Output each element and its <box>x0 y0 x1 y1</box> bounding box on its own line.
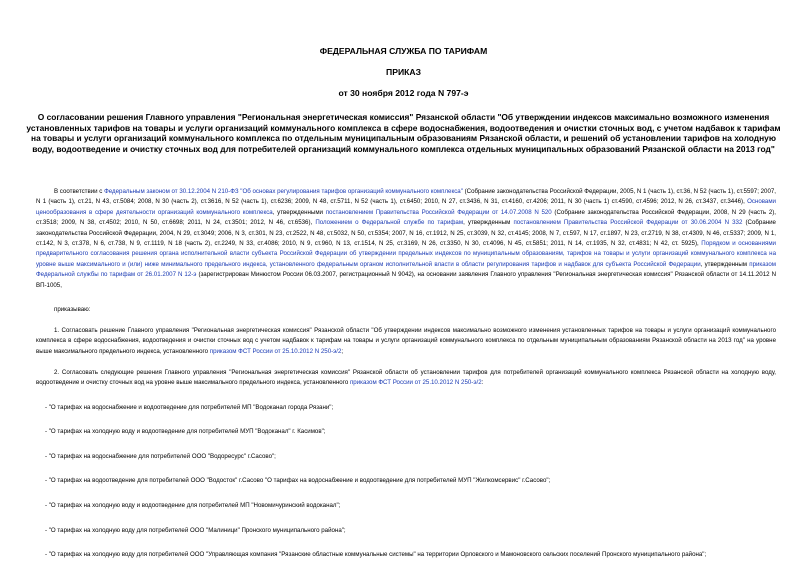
item-text: ; <box>341 347 344 355</box>
preamble-text: В соответствии с <box>54 188 105 195</box>
preamble-text: (Собрание законодательства Российской Федерации, 2008, N 29 (часть 2), ст.3518; 2009, N 38, ст.4502; 2010, N 50, ст.6698; 2011, N 24, ст.3501; 2012, N 46, ст.6536), <box>36 208 776 227</box>
link-fst-order-250[interactable]: приказом ФСТ России от 25.10.2012 N 250-э/2 <box>349 379 482 387</box>
link-government-resolution-332[interactable]: постановлением Правительства Российской Федерации от 30.06.2004 N 332 <box>513 219 743 227</box>
preamble-text: (зарегистрирован Минюстом России 06.03.2007, регистрационный N 9042), на основании заявления Главного управления "Региональная энергетическая комиссия" Рязанской области от 14.11.2012 N ВП-1005, <box>36 271 776 289</box>
link-fst-regulation[interactable]: Положением о Федеральной службе по тарифам <box>315 219 464 227</box>
preamble-text: (Собрание законодательства Российской Федерации, 2005, N 1 (часть 1), ст.36, N 52 (часть 1), ст.5597; 2007, N 1 (часть 1), ст.21, N 43, ст.5084; 2008, N 30 (часть 2), ст.3616, N 52 (часть 1), ст.6236; 2009, N 48, ст.5711, N 52 (часть 1), ст.6450; 2010, N 27, ст.3436, N 31, ст.4160, ст.4206; 2011, N 30 (часть 1) ст.4590, ст.4596; 2012, N 26, ст.3437, ст.3446), <box>36 188 776 206</box>
list-item: - "О тарифах на водоотведение для потребителей ООО "Водосток" г.Сасово "О тарифах на водоснабжение и водоотведение для потребителей МУП "Жилкомсервис" г.Сасово"; <box>45 477 551 485</box>
link-fst-order-250[interactable]: приказом ФСТ России от 25.10.2012 N 250-э/2 <box>209 347 342 355</box>
preamble-paragraph <box>36 187 776 291</box>
link-approval-procedure[interactable]: Порядком и основаниями предварительного согласования решения органа исполнительной власти субъекта Российской Федерации об утверждении предельных индексов по муниципальным образованиям, тарифов на товары и услуги организаций коммунального комплекса на уровне выше максимального и (или) ниже минимального предельного индекса, установленного федеральным органом исполнительной власти в области регулирования тарифов и надбавок для субъекта Российской Федерации <box>36 240 776 268</box>
order-item-1 <box>36 326 776 357</box>
list-item: - "О тарифах на холодную воду и водоотведение для потребителей МУП "Водоканал" г. Касимов"; <box>45 428 326 436</box>
preamble-text: , утвержденными <box>272 208 326 216</box>
document-title: О согласовании решения Главного управления "Региональная энергетическая комиссия" Рязанской области "Об утверждении индексов максимально возможного изменения установленных тарифов на товары и услуги организаций коммунального комплекса в сфере водоснабжения, водоотведения и очистки сточных вод, с учетом надбавок к тарифам на товары и услуги организаций коммунального комплекса по отдельным муниципальным образованиям Рязанской области, и решений об установлении тарифов на холодную воду, водоотведение и очистку сточных вод для потребителей организаций коммунального комплекса отдельных муниципальных образований Рязанской области на 2013 год" <box>26 112 781 155</box>
order-keyword: приказываю: <box>54 306 91 314</box>
link-federal-law-210[interactable]: Федеральным законом от 30.12.2004 N 210-ФЗ "Об основах регулирования тарифов организаций коммунального комплекса" <box>104 188 463 195</box>
list-item: - "О тарифах на холодную воду и водоотведение для потребителей МП "Новомичуринский водоканал"; <box>45 502 341 510</box>
preamble-text: (Собрание законодательства Российской Федерации, 2004, N 29, ст.3049; 2006, N 3, ст.301, N 23, ст.2522, N 48, ст.5032, N 50, ст.5354; 2007, N 16, ст.1912, N 25, ст.3039, N 32, ст.4145; 2008, N 7, ст.597, N 17, ст.1897, N 23, ст.2719, N 38, ст.4309, N 46, ст.5337; 2009, N 1, ст.142, N 3, ст.378, N 6, ст.738, N 9, ст.1119, N 18 (часть 2), ст.2249, N 33, ст.4086; 2010, N 9, ст.960, N 13, ст.1514, N 25, ст.3169, N 26, ст.3350, N 30, ст.4096, N 45, ст.5851; 2011, N 14, ст.1935, N 32, ст.4831; N 42, ст. 5925), <box>36 219 776 248</box>
order-item-2 <box>36 368 776 389</box>
preamble-text: , утвержденным <box>700 260 750 268</box>
item-text: 2. Согласовать следующие решения Главного управления "Региональная энергетическая комиссия" Рязанской области об установлении тарифов для потребителей организаций коммунального комплекса Рязанской области на холодную воду, водоотведение и очистку сточных вод на уровне выше максимального предельного индекса, установленного <box>36 368 776 387</box>
list-item: - "О тарифах на водоснабжение и водоотведение для потребителей МП "Водоканал города Рязани"; <box>45 403 334 411</box>
link-government-resolution-520[interactable]: постановлением Правительства Российской Федерации от 14.07.2008 N 520 <box>325 208 552 216</box>
list-item: - "О тарифах на холодную воду для потребителей ООО "Управляющая компания "Рязанские областные коммунальные системы" на территории Орловского и Мамоновского сельских поселений Пронского муниципального района"; <box>45 551 707 559</box>
document-type: ПРИКАЗ <box>386 67 421 77</box>
agency-heading: ФЕДЕРАЛЬНАЯ СЛУЖБА ПО ТАРИФАМ <box>319 46 488 56</box>
list-item: - "О тарифах на холодную воду для потребителей ООО "Малиници" Пронского муниципального района"; <box>45 526 346 534</box>
link-pricing-basics[interactable]: Основами ценообразования в сфере деятельности организаций коммунального комплекса <box>36 198 776 216</box>
item-text: 1. Согласовать решение Главного управления "Региональная энергетическая комиссия" Рязанской области "Об утверждении индексов максимально возможного изменения установленных тарифов на товары и услуги организаций коммунального комплекса в сфере водоснабжения, водоотведения и очистки сточных вод с учетом надбавок к тарифам на товары и услуги организаций коммунального комплекса по отдельным муниципальным образованиям Рязанской области на 2013 год" на уровне выше максимального предельного индекса, установленного <box>36 327 776 355</box>
link-fst-order-12e[interactable]: приказом Федеральной службы по тарифам от 26.01.2007 N 12-э <box>36 260 776 279</box>
document-date-number: от 30 ноября 2012 года N 797-э <box>338 88 469 98</box>
item-text: : <box>481 379 484 387</box>
list-item: - "О тарифах на водоснабжение для потребителей ООО "Водоресурс" г.Сасово"; <box>45 452 276 460</box>
document-body <box>36 187 776 561</box>
preamble-text: , утвержденным <box>463 219 514 227</box>
